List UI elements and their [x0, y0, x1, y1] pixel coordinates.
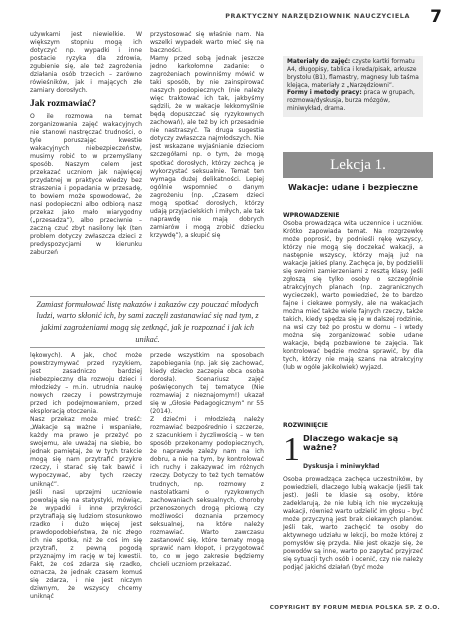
header-title: PRAKTYCZNY NARZĘDZIOWNIK NAUCZYCIELA [225, 12, 410, 20]
development-label-wrap [283, 422, 423, 430]
column-2-bottom [150, 352, 264, 569]
column-1-top [30, 31, 142, 257]
paragraph: lękowych). A jak, choć może powstrzymywać przed ryzykiem, jest zasadniczo bardziej niebezpieczny dla rozwoju dzieci i młodzieży – m.in. utrudnia naukę nowych rzeczy i powstrzymuje przed ich podejmowaniem, przed eksploracją otoczenia. [30, 352, 142, 416]
introduction-section [283, 212, 423, 373]
paragraph: Z dziećmi i młodzieżą należy rozmawiać bezpośrednio i szczerze, z szacunkiem i życzliwością – w ten sposób przekonamy podopiecznych, że naprawdę zależy nam na ich dobru, a nie na tym, by kontrolować ich ruchy i zakazywać im różnych rzeczy. Dotyczy to też tych tematów trudnych, np. rozmowy z nastolatkami o ryzykownych zachowaniach seksualnych, choroby przenoszonych drogą płciową czy możliwości doznania przemocy seksualnej, na które należy rozmawiać. Warto zawczasu zastanowić się, które tematy mogą sprawić nam kłopot, i przygotować to, co w jego zakresie będziemy chcieli uczniom przekazać. [150, 416, 264, 568]
materials-text: czyste kartki formatu A4, długopisy, tablica i kreda/pisak, arkusze brystolu (B1), flamastry, magnesy lub taśma klejąca, materiały z „Narzędziowni”. [287, 59, 419, 89]
paragraph: O ile rozmowa na temat zorganizowania zajęć wakacyjnych nie stanowi nastręczać trudności, o tyle poruszając kwestie wakacyjnych niebezpieczeństw, musimy robić to w przemyślany sposób. Naszym celem jest przekazać uczniom jak najwięcej przydatnej w praktyce wiedzy bez straszenia i popadania w przesadę, to bowiem może spowodować, że nasi podopieczni albo odbiorą nasz przekaz jako mało wiarygodny („przesadza”), albo przeciwnie – zaczną czuć zbyt nasilony lęk (ten problem dotyczy zwłaszcza dzieci z predyspozycjami w kierunku zaburzeń [30, 112, 142, 257]
exercise-number: 1 [283, 431, 300, 468]
paragraph: Nasz przekaz może mieć treść: „Wakacje są ważne i wspaniałe, każdy ma prawo je przeżyć po swojemu, ale uważaj na siebie, bo jednak pamiętaj, że w tych trakcie mogą się nam przytrafić przykre rzeczy, i starać się tak bawić i wypoczywać, aby tych rzeczy uniknąć”. [30, 416, 142, 488]
column-2-top [150, 31, 264, 240]
pull-quote-text: Zamiast formułować listę nakazów i zakazów czy pouczać młodych ludzi, warto skłonić ich, by sami zaczęli zastanawiać się nad tym, z jakimi zagrożeniami mogą się zetknąć, jak je rozpoznać i jak ich unikać. [36, 299, 259, 344]
introduction-text: Osoba prowadząca wita uczennice i uczniów. Krótko zapowiada temat. Na rozgrzewkę może poprosić, by podnieśli rękę wszyscy, którzy nie mogą się doczekać wakacji, a następnie wszyscy, którzy mają już na wakacje jakieś plany. Zachęca je, by podzielili się swoimi zamierzeniami z resztą klasy. Jeśli zgłoszą się tylko osoby o szczególnie atrakcyjnych planach (np. zagranicznych wycieczek), warto powiedzieć, że to bardzo fajne i ciekawe pomysły, ale na wakacjach można mieć także wiele fajnych rzeczy, także takich, kiedy spędza się je w dalszej rodzinie, na wsi czy też po prostu w domu – i wtedy można się zorganizować sobie udane wakacje, będą pozbawione te zajęcia. Tak kontrolować będzie można sprawić, by dla tych, którzy nie mają szans na atrakcyjny (lub w ogóle jakikolwiek) wyjazd. [283, 219, 423, 372]
lesson-banner [283, 152, 433, 178]
lesson-title: Lekcja 1. [330, 156, 386, 173]
materials-box [283, 56, 423, 117]
paragraph: Jeśli nasi uprzejmi uczniowie powołają się na statystyki, mówiąc, że wypadki i inne przykrości przytrafiają się ludziom stosunkowo rzadko i dużo więcej jest prawdopodobieństwa, że nic złego ich nie spotka, niż że coś im się przytrafi, z pewną pogodą przyznajmy im rację w tej kwestii. Fakt, że coś zdarza się rzadko, oznacza, że jednak czasem komuś się zdarza, i nie jest niczym dziwnym, że wszyscy chcemy uniknąć [30, 488, 142, 600]
exercise-1-heading [283, 432, 423, 474]
methods-text: praca w grupach, rozmowa/dyskusja, burza mózgów, miniwykład, drama. [287, 90, 415, 113]
exercise-1-body [283, 476, 423, 572]
materials-label: Materiały do zajęć: [287, 59, 351, 65]
column-1-bottom [30, 352, 142, 601]
exercise-subtitle: Dyskusja i miniwykład [303, 463, 380, 470]
introduction-label: WPROWADZENIE [283, 212, 340, 219]
lesson-subtitle: Wakacje: udane i bezpieczne [287, 183, 419, 192]
exercise-text: Osoba prowadząca zachęca uczestników, by powiedzieli, dlaczego lubią wakacje (jeśli tak jest). Jeśli te klasie są osoby, które zadeklarują, że nie lubią ich nie wyczekują wakacji, również warto udzielić im głosu – być może przyczyną jest brak ciekawych planów. Jeśli tak, warto zachęcić te osoby do aktywnego udziału w lekcji, bo może której z pomysłów się przyda. Nie jest okazje się, że powodów są inne, warto po zapytać przyjrzeć się sytuacji tych osób i ocenić, czy nie należy podjąć jakichś działań (być może [283, 476, 424, 572]
paragraph: przede wszystkim na sposobach zapobiegania (np. jak się zachować, kiedy dziecko zaczepia obca osoba dorosła). Scenariusz zajęć poświęconych tej tematyce (Nie rozmawiaj z nieznajomym!) ukazał się w „Głosie Pedagogicznym” nr 55 (2014). [150, 352, 264, 416]
page-header [0, 6, 450, 28]
page-number: 7 [430, 7, 442, 27]
paragraph: przystosować się właśnie nam. Na wszelki wypadek warto mieć się na baczności. [150, 31, 264, 55]
exercise-title: Dlaczego wakacje są ważne? [303, 433, 399, 453]
section-heading: Jak rozmawiać? [30, 99, 97, 110]
pull-quote [30, 296, 265, 348]
footer-copyright: COPYRIGHT BY FORUM MEDIA POLSKA SP. Z O.O. [269, 605, 440, 611]
development-label: ROZWINIĘCIE [283, 422, 329, 429]
page-footer [0, 604, 450, 620]
paragraph: Mamy przed sobą jednak jeszcze jedno karkołomne zadanie: o zagrożeniach powinniśmy mówić w taki sposób, by nie zainspirować naszych podopiecznych (nie należy więc traktować ich tak, jakbyśmy sądzili, że w wakacje lekkomyślnie będą dopuszczać się ryzykownych zachowań), ale też by ich przesadnie nie nastraszyć. Ta druga sugestia dotyczy zwłaszcza najmłodszych. Nie jest wskazane wyjaśnianie dzieciom szczegółami np. o tym, że mogą spotkać dorosłych, którzy zechcą je wykorzystać seksualnie. Temat ten wymaga dużej delikatności. Lepiej ogólnie wspomnieć o danym zagrożeniu (np. „Czasem dzieci mogą spotkać dorosłych, którzy udają przyjacielskich i miłych, ale tak naprawdę nie mają dobrych zamiarów i mogą zrobić dziecku krzywdę”), a skupić się [150, 55, 264, 239]
methods-label: Formy i metody pracy: [287, 90, 362, 97]
paragraph: używkami jest niewielkie. W większym stopniu mogą ich dotyczyć np. wypadki i inne postacie ryzyka dla zdrowia, zgubienie się, ale też zagrożenia działania osób trzecich – zarówno rówieśników, jak i mających złe zamiary dorosłych. [30, 31, 142, 95]
